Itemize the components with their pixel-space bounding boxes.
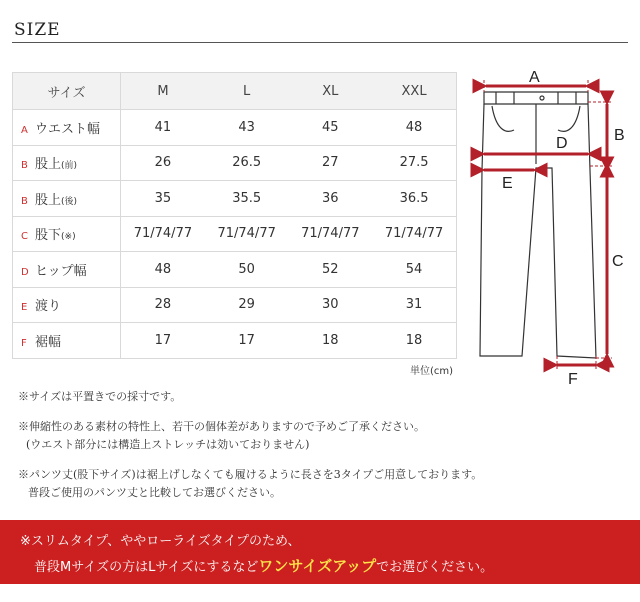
table-cell: 36 xyxy=(288,181,372,217)
table-row xyxy=(13,287,457,323)
row-label: B 股上(後) xyxy=(13,181,121,217)
unit-label: 単位(cm) xyxy=(410,366,454,377)
measure-a xyxy=(484,69,588,92)
pants-diagram xyxy=(462,60,637,390)
table-row xyxy=(13,145,457,181)
table-cell: 43 xyxy=(205,110,289,146)
table-cell: 26 xyxy=(121,145,205,181)
table-cell: 48 xyxy=(121,252,205,288)
table-cell: 29 xyxy=(205,287,289,323)
row-label: B 股上(前) xyxy=(13,145,121,181)
table-row xyxy=(13,323,457,359)
note-measurement: ※サイズは平置きでの採寸です。 xyxy=(18,390,182,403)
row-letter: B xyxy=(21,195,28,207)
note-length: ※パンツ丈(股下サイズ)は裾上げしなくても履けるように長さを3タイプご用意しております。 xyxy=(18,468,483,481)
row-label: F 裾幅 xyxy=(13,323,121,359)
label-a: A xyxy=(529,69,540,86)
header-size: サイズ xyxy=(13,73,121,110)
table-row xyxy=(13,110,457,146)
table-row xyxy=(13,252,457,288)
table-row xyxy=(13,181,457,217)
table-cell: 71/74/77 xyxy=(205,216,289,252)
row-label: C 股下(※) xyxy=(13,216,121,252)
title-divider xyxy=(12,42,628,43)
table-cell: 27.5 xyxy=(372,145,456,181)
table-cell: 52 xyxy=(288,252,372,288)
measure-c xyxy=(596,170,624,358)
label-f: F xyxy=(568,371,578,388)
measure-e xyxy=(484,170,534,192)
table-cell: 54 xyxy=(372,252,456,288)
table-cell: 30 xyxy=(288,287,372,323)
row-label: D ヒップ幅 xyxy=(13,252,121,288)
row-letter: B xyxy=(21,160,28,172)
header-xxl: XXL xyxy=(372,73,456,110)
table-header-row xyxy=(13,73,457,110)
table-cell: 71/74/77 xyxy=(372,216,456,252)
banner-highlight: ワンサイズアップ xyxy=(258,557,377,575)
table-cell: 31 xyxy=(372,287,456,323)
table-cell: 35 xyxy=(121,181,205,217)
table-cell: 36.5 xyxy=(372,181,456,217)
header-l: L xyxy=(205,73,289,110)
row-letter: C xyxy=(21,231,28,243)
measure-f xyxy=(557,356,596,388)
row-letter: E xyxy=(21,302,28,314)
table-cell: 45 xyxy=(288,110,372,146)
label-c: C xyxy=(612,253,624,270)
note-compare: 普段ご使用のパンツ丈と比較してお選びください。 xyxy=(28,486,281,499)
measure-b xyxy=(588,102,625,166)
table-cell: 71/74/77 xyxy=(288,216,372,252)
row-letter: F xyxy=(21,337,27,349)
header-m: M xyxy=(121,73,205,110)
table-cell: 50 xyxy=(205,252,289,288)
page-title: SIZE xyxy=(14,20,61,40)
label-e: E xyxy=(502,175,513,192)
note-stretch: ※伸縮性のある素材の特性上、若干の個体差がありますので予めご了承ください。 xyxy=(18,420,425,433)
table-cell: 41 xyxy=(121,110,205,146)
table-row xyxy=(13,216,457,252)
row-letter: D xyxy=(21,266,29,278)
table-cell: 26.5 xyxy=(205,145,289,181)
note-waist: (ウエスト部分には構造上ストレッチは効いておりません) xyxy=(26,438,310,451)
table-cell: 71/74/77 xyxy=(121,216,205,252)
header-xl: XL xyxy=(288,73,372,110)
label-d: D xyxy=(556,135,568,152)
row-letter: A xyxy=(21,124,28,136)
size-up-banner xyxy=(0,520,640,584)
row-label: E 渡り xyxy=(13,287,121,323)
table-cell: 17 xyxy=(205,323,289,359)
table-cell: 27 xyxy=(288,145,372,181)
table-cell: 48 xyxy=(372,110,456,146)
banner-line-1: ※スリムタイプ、ややローライズタイプのため、 xyxy=(20,534,301,549)
table-cell: 18 xyxy=(372,323,456,359)
size-table xyxy=(12,72,457,359)
row-label: A ウエスト幅 xyxy=(13,110,121,146)
table-cell: 17 xyxy=(121,323,205,359)
pants-outline xyxy=(480,92,596,358)
table-cell: 35.5 xyxy=(205,181,289,217)
table-cell: 28 xyxy=(121,287,205,323)
banner-line-2: 普段Mサイズの方はLサイズにするなどワンサイズアップでお選びください。 xyxy=(34,557,494,575)
label-b: B xyxy=(614,127,625,144)
table-cell: 18 xyxy=(288,323,372,359)
